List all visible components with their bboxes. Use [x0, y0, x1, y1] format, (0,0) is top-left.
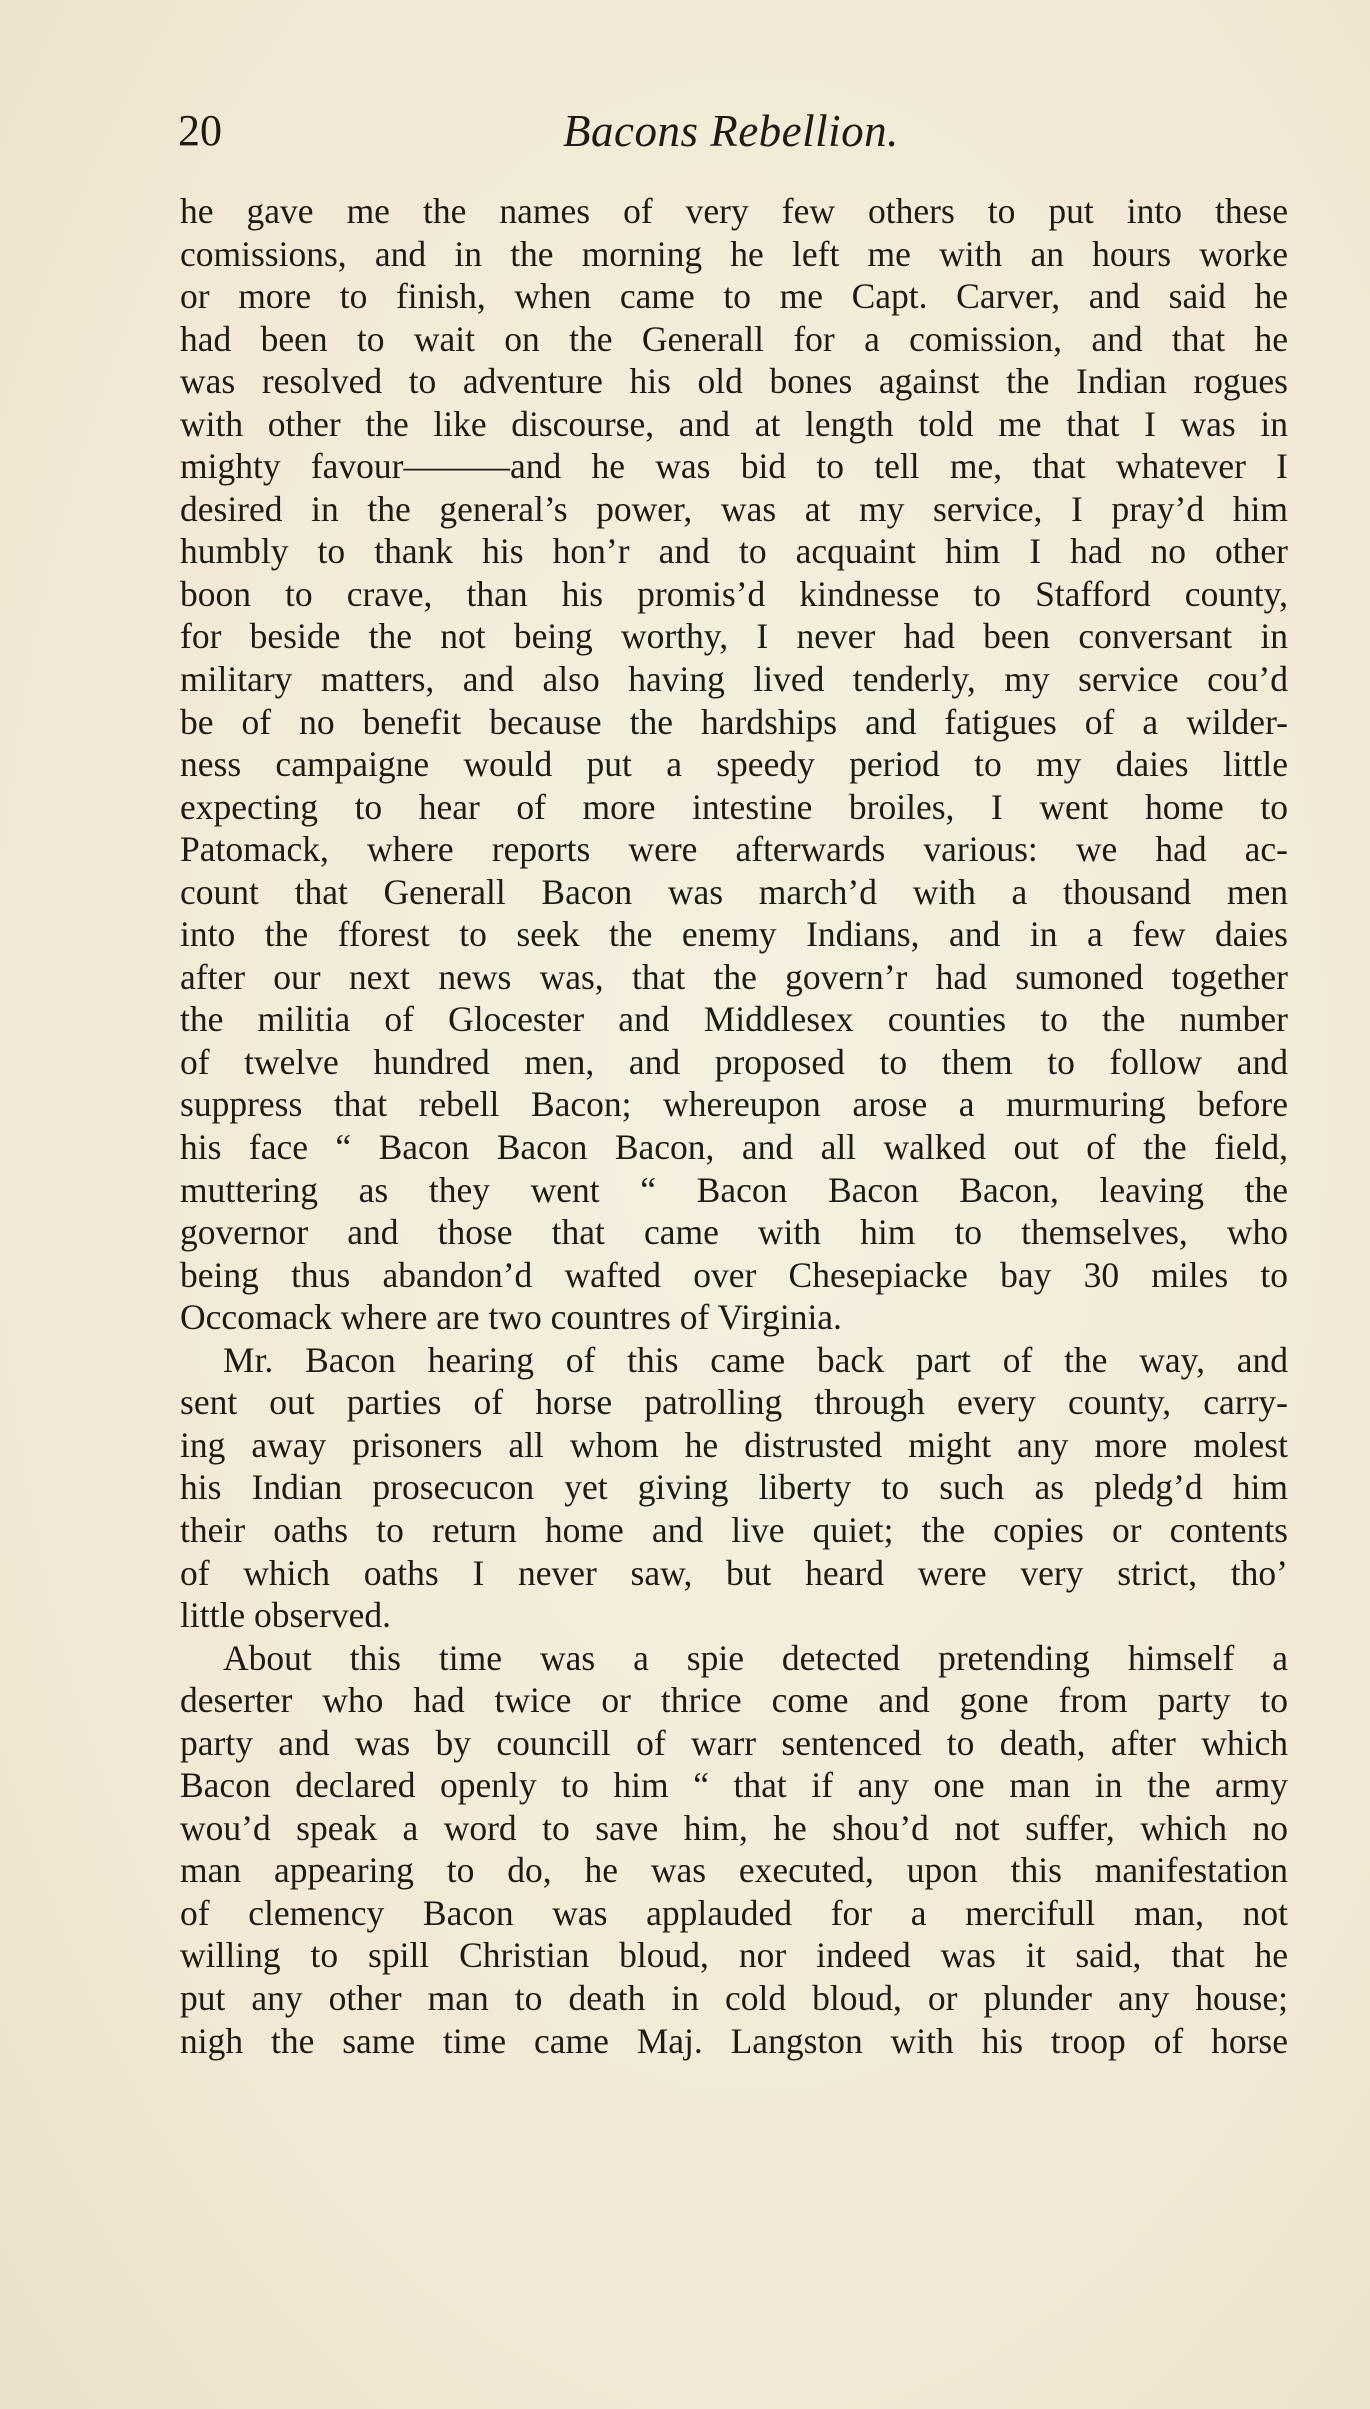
text-line: humbly to thank his hon’r and to acquaint him I had no other: [180, 531, 1288, 572]
text-line: put any other man to death in cold bloud, or plunder any house;: [180, 1977, 1288, 2018]
page-number: 20: [178, 106, 222, 155]
text-line: desired in the general’s power, was at my service, I pray’d him: [180, 488, 1288, 529]
text-line: had been to wait on the Generall for a comission, and that he: [180, 318, 1288, 359]
text-line: sent out parties of horse patrolling through every county, carry-: [180, 1382, 1288, 1423]
text-line: party and was by councill of warr sentenced to death, after which: [180, 1722, 1288, 1763]
text-line: expecting to hear of more intestine broiles, I went home to: [180, 786, 1288, 827]
text-line: boon to crave, than his promis’d kindnesse to Stafford county,: [180, 573, 1288, 614]
text-line: his face “ Bacon Bacon Bacon, and all walked out of the field,: [180, 1127, 1288, 1168]
text-line: comissions, and in the morning he left me with an hours worke: [180, 233, 1288, 274]
text-line: count that Generall Bacon was march’d with a thousand men: [180, 871, 1288, 912]
text-line: ing away prisoners all whom he distrusted might any more molest: [180, 1424, 1288, 1465]
paragraph-start-line: About this time was a spie detected pretending himself a: [223, 1637, 1288, 1678]
body-text: [180, 190, 1288, 2062]
paragraph-end-line: little observed.: [180, 1595, 391, 1636]
text-line: into the fforest to seek the enemy Indians, and in a few daies: [180, 914, 1288, 955]
text-line: wou’d speak a word to save him, he shou’d not suffer, which no: [180, 1807, 1288, 1848]
running-title: Bacons Rebellion.: [563, 106, 899, 156]
text-line: was resolved to adventure his old bones against the Indian rogues: [180, 361, 1288, 402]
text-line: of clemency Bacon was applauded for a mercifull man, not: [180, 1892, 1288, 1933]
text-line: of twelve hundred men, and proposed to them to follow and: [180, 1041, 1288, 1082]
text-line: governor and those that came with him to themselves, who: [180, 1212, 1288, 1253]
text-line: nigh the same time came Maj. Langston with his troop of horse: [180, 2020, 1288, 2061]
text-line: or more to finish, when came to me Capt. Carver, and said he: [180, 276, 1288, 317]
text-line: willing to spill Christian bloud, nor indeed was it said, that he: [180, 1935, 1288, 1976]
text-line: of which oaths I never saw, but heard were very strict, tho’: [180, 1552, 1288, 1593]
text-line: suppress that rebell Bacon; whereupon arose a murmuring before: [180, 1084, 1288, 1125]
text-line: man appearing to do, he was executed, upon this manifestation: [180, 1850, 1288, 1891]
text-line: the militia of Glocester and Middlesex counties to the number: [180, 999, 1288, 1040]
text-line: after our next news was, that the govern’r had sumoned together: [180, 956, 1288, 997]
text-line: Patomack, where reports were afterwards various: we had ac-: [180, 829, 1288, 870]
text-line: muttering as they went “ Bacon Bacon Bacon, leaving the: [180, 1169, 1288, 1210]
text-line: be of no benefit because the hardships and fatigues of a wilder-: [180, 701, 1288, 742]
text-line: for beside the not being worthy, I never had been conversant in: [180, 616, 1288, 657]
text-line: he gave me the names of very few others to put into these: [180, 191, 1288, 231]
text-line: with other the like discourse, and at length told me that I was in: [180, 403, 1288, 444]
text-line: ness campaigne would put a speedy period to my daies little: [180, 744, 1288, 785]
text-line: his Indian prosecucon yet giving liberty to such as pledg’d him: [180, 1467, 1288, 1508]
text-line: military matters, and also having lived tenderly, my service cou’d: [180, 659, 1288, 700]
paragraph-start-line: Mr. Bacon hearing of this came back part of the way, and: [223, 1339, 1288, 1380]
text-line: their oaths to return home and live quiet; the copies or contents: [180, 1509, 1288, 1550]
text-line: deserter who had twice or thrice come and gone from party to: [180, 1680, 1288, 1721]
text-line: Bacon declared openly to him “ that if any one man in the army: [180, 1765, 1288, 1806]
text-line: mighty favour———and he was bid to tell me, that whatever I: [180, 446, 1288, 487]
text-line: being thus abandon’d wafted over Chesepiacke bay 30 miles to: [180, 1254, 1288, 1295]
page-header: [178, 96, 1282, 166]
paragraph-end-line: Occomack where are two countres of Virginia.: [180, 1297, 842, 1338]
